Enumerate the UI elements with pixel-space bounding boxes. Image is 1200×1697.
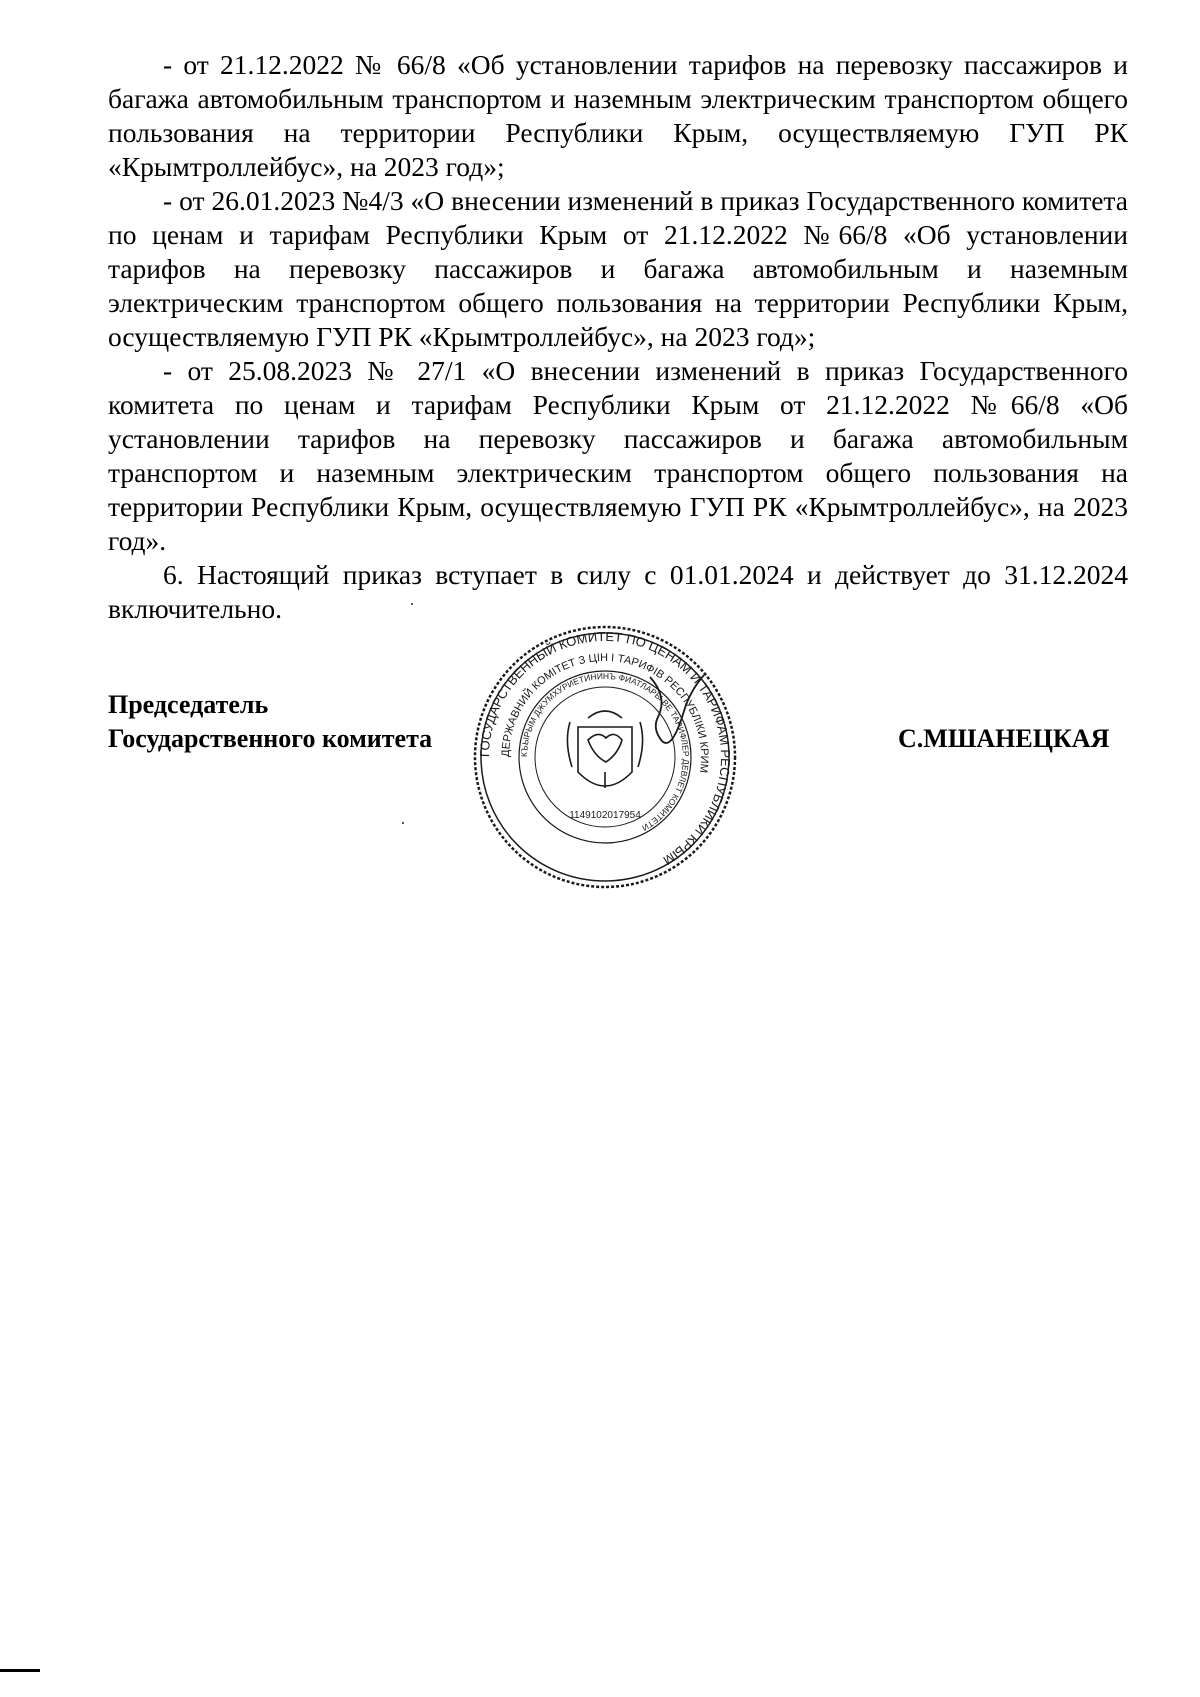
signatory-name: С.МШАНЕЦКАЯ bbox=[898, 724, 1110, 753]
signatory-title bbox=[108, 688, 432, 756]
official-seal bbox=[470, 622, 740, 892]
paragraph-order-66-8: - от 21.12.2022 № 66/8 «Об установлении тарифов на перевозку пассажиров и багажа автомобильным транспортом и наземным электрическим транспортом общего пользования на территории Республики Крым, осуществляемую ГУП РК «Крымтроллейбус», на 2023 год»; bbox=[108, 49, 1128, 182]
seal-inner-text: КЪЫРЫМ ДЖУМХУРИЕТИНИНЪ ФИАТЛАРЫ ВЕ ТАРИФЛЕР ДЕВЛЕТ КОМИТЕТИ bbox=[518, 670, 692, 834]
seal-middle-text: ДЕРЖАВНИЙ КОМІТЕТ З ЦІН І ТАРИФІВ РЕСПУБЛІКИ КРИМ bbox=[499, 651, 711, 774]
seal-registration-code: 1149102017954 bbox=[569, 810, 641, 821]
paragraph-order-4-3: - от 26.01.2023 №4/3 «О внесении изменений в приказ Государственного комитета по ценам и тарифам Республики Крым от 21.12.2022 №66/8 «Об установлении тарифов на перевозку пассажиров и багажа автомобильным и наземным электрическим транспортом общего пользования на территории Республики Крым, осуществляемую ГУП РК «Крымтроллейбус», на 2023 год»; bbox=[108, 185, 1128, 352]
document-body bbox=[108, 48, 1128, 626]
signatory-title-line1: Председатель bbox=[108, 690, 269, 719]
seal-outer-text: ГОСУДАРСТВЕННЫЙ КОМИТЕТ ПО ЦЕНАМ И ТАРИФАМ РЕСПУБЛИКИ КРЫМ bbox=[476, 628, 734, 869]
signatory-title-line2: Государственного комитета bbox=[108, 724, 433, 753]
paragraph-effective-date: 6. Настоящий приказ вступает в силу с 01.01.2024 и действует до 31.12.2024 включительно. bbox=[108, 559, 1128, 624]
paragraph-order-27-1: - от 25.08.2023 № 27/1 «О внесении изменений в приказ Государственного комитета по ценам и тарифам Республики Крым от 21.12.2022 №66/8 «Об установлении тарифов на перевозку пассажиров и багажа автомобильным транспортом и наземным электрическим транспортом общего пользования на территории Республики Крым, осуществляемую ГУП РК «Крымтроллейбус», на 2023 год». bbox=[108, 355, 1128, 556]
crimea-coat-of-arms-icon bbox=[567, 711, 642, 788]
scan-speck bbox=[411, 603, 413, 605]
page-edge-mark bbox=[0, 1669, 40, 1672]
scan-speck bbox=[402, 822, 404, 824]
